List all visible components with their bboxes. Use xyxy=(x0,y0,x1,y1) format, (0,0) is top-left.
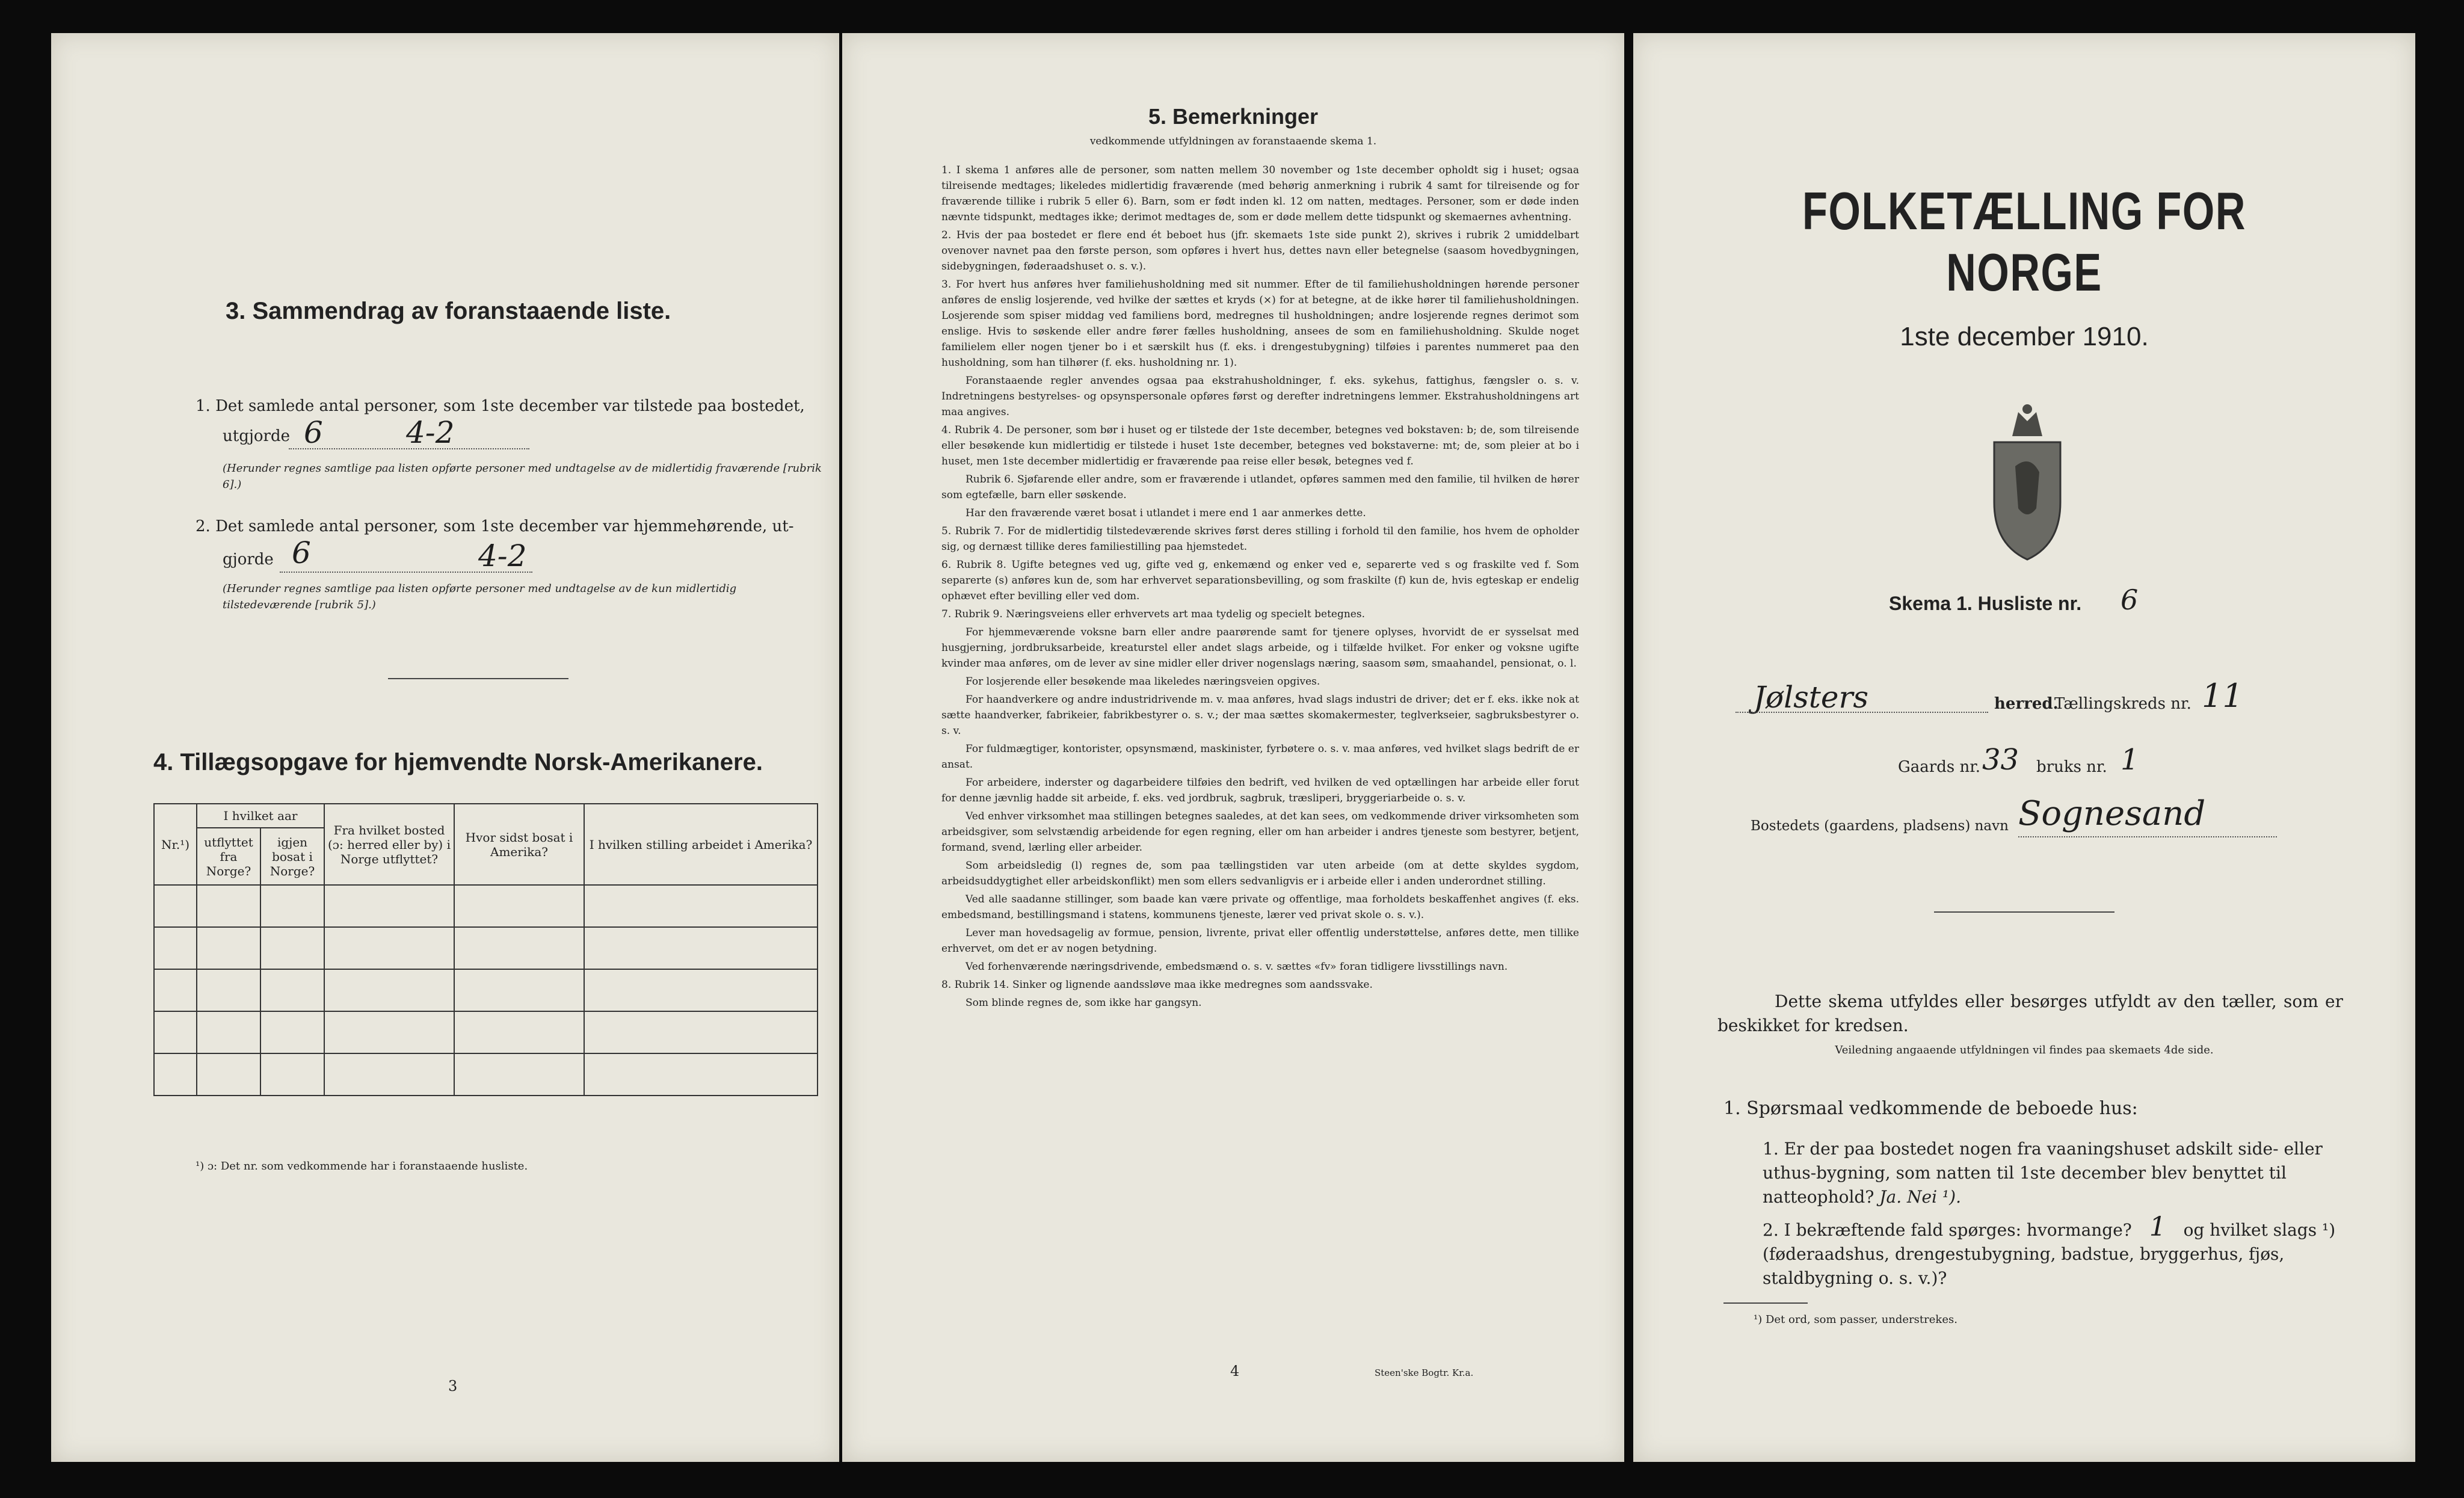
summary-item-1-note: (Herunder regnes samtlige paa listen opførte personer med undtagelse av de midlertidig fraværende [rubrik 6].) xyxy=(223,462,822,491)
table-footnote: ¹) ɔ: Det nr. som vedkommende har i foranstaaende husliste. xyxy=(196,1160,528,1173)
bosted-handwritten: Sognesand xyxy=(2018,794,2206,833)
summary-item-1-underline xyxy=(289,448,529,449)
bosted-underline xyxy=(2018,836,2277,837)
remark-paragraph: Har den fraværende været bosat i utlandet i mere end 1 aar anmerkes dette. xyxy=(966,507,1366,519)
table-row xyxy=(154,885,818,927)
remark-paragraph: 4. Rubrik 4. De personer, som bør i huset og er tilstede der 1ste december, betegnes ved bokstaven: b; de, som tilreisende eller besøkende kun midlertidig er tilstede i huset 1ste december, betegnes ved bokstaverne: mt; de, som pleier at bo i huset, men 1ste december midlertidig er fraværende paa reise eller besøk, betegnes ved f. xyxy=(941,424,1579,467)
herred-underline xyxy=(1736,712,1988,713)
question-2-handwritten: 1 xyxy=(2149,1212,2166,1242)
question-2-rest: og hvilket slags ¹) (føderaadshus, drengestubygning, badstue, bryggerhus, fjøs, staldbygning o. s. v.)? xyxy=(1763,1220,2336,1288)
questions-header: 1. Spørsmaal vedkommende de beboede hus: xyxy=(1723,1098,2138,1119)
summary-item-2-prefix: gjorde xyxy=(223,550,274,569)
table-row xyxy=(154,1053,818,1096)
question-1-answer: Ja. Nei ¹). xyxy=(1879,1187,1961,1207)
remark-paragraph: For fuldmægtiger, kontorister, opsynsmænd, maskinister, fyrbøtere o. s. v. maa anføres, ved hvilket slags bedrift de er ansat. xyxy=(941,743,1579,771)
footnote-rule xyxy=(1723,1302,1808,1304)
page-right xyxy=(1633,33,2415,1462)
gaards-label: Gaards nr. xyxy=(1898,758,1981,776)
summary-item-2-note: (Herunder regnes samtlige paa listen opførte personer med undtagelse av de kun midlertidig tilstedeværende [rubrik 5].) xyxy=(223,582,737,611)
question-2 xyxy=(1763,1212,2340,1290)
remark-paragraph: 6. Rubrik 8. Ugifte betegnes ved ug, gifte ved g, enkemænd og enker ved e, separerte ved s og fraskilte ved f. Som separerte (s) anføres kun de, som har erhvervet separationsbevilling, og som fraskilte (f) kun de, hvis egteskap er endelig ophævet efter bevilling eller ved dom. xyxy=(941,559,1579,602)
col-hvilket-aar: I hvilket aar xyxy=(197,804,324,828)
summary-item-2-handwritten-a: 6 xyxy=(292,535,311,570)
intro-text: Dette skema utfyldes eller besørges utfyldt av den tæller, som er beskikket for kredsen. xyxy=(1717,991,2343,1035)
remark-paragraph: Ved alle saadanne stillinger, som baade kan være private og offentlige, maa forholdets beskaffenhet angives (f. eks. embedsmand, bestillingsmand i statens, kommunens tjeneste, lærer ved privat skole o. s. v.). xyxy=(941,893,1579,921)
remark-paragraph: 1. I skema 1 anføres alle de personer, som natten mellem 30 november og 1ste december opholdt sig i huset; ogsaa tilreisende medtages; likeledes midlertidig fraværende (med behørig anmerkning i rubrik 4 samt for tilreisende og for fraværende tillike i rubrik 5 eller 6). Barn, som er født inden kl. 12 om natten, medtages. Personer, som er døde inden nævnte tidspunkt, medtages ikke; derimot medtages de, som er døde mellem dette tidspunkt og skemaernes avhentning. xyxy=(941,164,1579,223)
table-row xyxy=(154,969,818,1011)
bosted-label: Bostedets (gaardens, pladsens) navn xyxy=(1751,818,2009,834)
remarks-body xyxy=(941,162,1579,1013)
summary-item-1-handwritten-b: 4-2 xyxy=(406,415,455,450)
remark-paragraph: For hjemmeværende voksne barn eller andre paarørende samt for tjenere oplyses, hvorvidt de er sysselsat med husgjerning, jordbruksarbeide, kreaturstel eller andet slags arbeide, og i tilfælde hvilket. For enker og voksne ugifte kvinder maa anføres, om de lever av sine midler eller driver nogenslags næring, saasom søm, smaahandel, pensionat, o. l. xyxy=(941,626,1579,670)
section-4-title: 4. Tillægsopgave for hjemvendte Norsk-Amerikanere. xyxy=(153,749,763,775)
table-row xyxy=(154,1011,818,1053)
norsk-amerikanere-table xyxy=(153,803,818,1096)
bruks-handwritten: 1 xyxy=(2121,743,2139,777)
remark-paragraph: 7. Rubrik 9. Næringsveiens eller erhvervets art maa tydelig og specielt betegnes. xyxy=(941,608,1365,620)
remark-paragraph: Foranstaaende regler anvendes ogsaa paa ekstrahusholdninger, f. eks. sykehus, fattighus, fængsler o. s. v. Indretningens bestyrelses- og opsynspersonale opføres først og derefter indretningens lemmer. Ekstrahusholdningens art maa angives. xyxy=(941,375,1579,418)
col-nr: Nr.¹) xyxy=(154,804,197,885)
remark-paragraph: 3. For hvert hus anføres hver familiehusholdning med sit nummer. Efter de til familiehusholdningen hørende personer anføres de enslig losjerende, ved hvilke der sættes et kryds (×) for at betegne, at de ikke hører til familiehusholdningen. Losjerende som spiser middag ved familiens bord, medregnes til husholdningen; andre losjerende regnes derimot som enslige. Hvis to søskende eller andre fører fælles husholdning, ansees de som en familiehusholdning. Skulde noget familielem eller nogen tjener bo i et særskilt hus (f. eks. i drengestubygning) tilføies i parentes nummeret paa den husholdning, som han tilhører (f. eks. husholdning nr. 1). xyxy=(941,279,1579,369)
remark-paragraph: Som arbeidsledig (l) regnes de, som paa tællingstiden var uten arbeide (om at dette skyldes sygdom, arbeidsuddygtighet eller arbeidskonflikt) men som ellers sedvanligvis er i arbeide eller i anden underordnet stilling. xyxy=(941,860,1579,887)
census-title: FOLKETÆLLING FOR NORGE xyxy=(1802,181,2246,302)
remark-paragraph: Som blinde regnes de, som ikke har gangsyn. xyxy=(966,997,1202,1009)
page-left xyxy=(51,33,839,1462)
divider xyxy=(1934,911,2114,913)
col-utflyttet: utflyttet fra Norge? xyxy=(197,828,260,885)
herred-handwritten: Jølsters xyxy=(1754,680,1869,715)
col-sidst-bosat: Hvor sidst bosat i Amerika? xyxy=(454,804,584,885)
census-date: 1ste december 1910. xyxy=(1900,322,2149,351)
herred-label: herred. xyxy=(1994,695,2059,713)
remark-paragraph: Rubrik 6. Sjøfarende eller andre, som er fraværende i utlandet, opføres sammen med den familie, til hvilken de hører som egtefælle, barn eller søskende. xyxy=(941,473,1579,501)
table-row xyxy=(154,927,818,969)
remark-paragraph: 8. Rubrik 14. Sinker og lignende aandssløve maa ikke medregnes som aandssvake. xyxy=(941,979,1373,991)
veiledning-text: Veiledning angaaende utfyldningen vil findes paa skemaets 4de side. xyxy=(1835,1044,2214,1056)
summary-item-2-handwritten-b: 4-2 xyxy=(478,538,527,573)
question-2-text: 2. I bekræftende fald spørges: hvormange? xyxy=(1763,1220,2132,1240)
page-number-3: 3 xyxy=(448,1378,458,1395)
remarks-subtitle: vedkommende utfyldningen av foranstaaende skema 1. xyxy=(1089,135,1377,147)
question-1 xyxy=(1763,1137,2340,1209)
skema-label: Skema 1. Husliste nr. xyxy=(1889,593,2082,614)
right-footnote: ¹) Det ord, som passer, understrekes. xyxy=(1754,1313,1957,1326)
printer-imprint: Steen'ske Bogtr. Kr.a. xyxy=(1375,1367,1474,1378)
krets-label: Tællingskreds nr. xyxy=(2054,695,2191,713)
remark-paragraph: 5. Rubrik 7. For de midlertidig tilstedeværende skrives først deres stilling i forhold til den familie, hos hvem de opholder sig, og dernæst tillike deres familiestilling paa hjemstedet. xyxy=(941,525,1579,553)
page-middle xyxy=(842,33,1624,1462)
remark-paragraph: Lever man hovedsagelig av formue, pension, livrente, privat eller offentlig understøttelse, anføres dette, men tillike erhvervet, om det er av nogen betydning. xyxy=(941,927,1579,955)
remark-paragraph: Ved enhver virksomhet maa stillingen betegnes saaledes, at det kan sees, om vedkommende driver virksomheten som arbeidsgiver, som selvstændig arbeidende for egen regning, eller om han arbeider i andres tjeneste som bestyrer, betjent, formand, svend, lærling eller arbeider. xyxy=(941,810,1579,854)
summary-item-1: 1. Det samlede antal personer, som 1ste december var tilstede paa bostedet, xyxy=(196,397,805,415)
divider xyxy=(388,678,568,679)
remark-paragraph: Ved forhenværende næringsdrivende, embedsmænd o. s. v. sættes «fv» foran tidligere livsstillings navn. xyxy=(966,961,1508,973)
remark-paragraph: For haandverkere og andre industridrivende m. v. maa anføres, hvad slags industri de driver; det er f. eks. ikke nok at sætte haandverker, fabrikeier, fabrikbestyrer o. s. v.; der maa sættes skomakermester, teglverkseier, sagbruksbestyrer o. s. v. xyxy=(941,694,1579,737)
remark-paragraph: For losjerende eller besøkende maa likeledes næringsveien opgives. xyxy=(966,676,1320,688)
col-fra-bosted: Fra hvilket bosted (ɔ: herred eller by) i Norge utflyttet? xyxy=(324,804,454,885)
norway-coat-of-arms-icon xyxy=(1988,400,2066,563)
col-stilling: I hvilken stilling arbeidet i Amerika? xyxy=(584,804,818,885)
col-igjen-bosat: igjen bosat i Norge? xyxy=(260,828,324,885)
summary-item-2-underline xyxy=(280,572,532,573)
husliste-handwritten: 6 xyxy=(2121,584,2139,616)
remark-paragraph: For arbeidere, inderster og dagarbeidere tilføies den bedrift, ved hvilken de ved optællingen har arbeide eller forut for denne jævnlig hadde sit arbeide, f. eks. ved jordbruk, sagbruk, træsliperi, bryggeriarbeide o. s. v. xyxy=(941,777,1579,804)
remarks-title: 5. Bemerkninger xyxy=(1148,104,1319,129)
summary-item-2: 2. Det samlede antal personer, som 1ste december var hjemmehørende, ut- xyxy=(196,517,794,535)
page-number-4: 4 xyxy=(1230,1363,1240,1379)
summary-item-1-prefix: utgjorde xyxy=(223,427,291,445)
krets-handwritten: 11 xyxy=(2202,677,2243,715)
gaards-handwritten: 33 xyxy=(1982,743,2019,777)
bruks-label: bruks nr. xyxy=(2036,758,2107,776)
question-1-text: 1. Er der paa bostedet nogen fra vaaningshuset adskilt side- eller uthus-bygning, som natten til 1ste december blev benyttet til natteophold? xyxy=(1763,1139,2323,1207)
summary-item-1-handwritten-a: 6 xyxy=(304,415,323,450)
section-3-title: 3. Sammendrag av foranstaaende liste. xyxy=(226,298,671,324)
remark-paragraph: 2. Hvis der paa bostedet er flere end ét beboet hus (jfr. skemaets 1ste side punkt 2), skrives i rubrik 2 umiddelbart ovenover navnet paa den første person, som opføres i hvert hus, dettes navn eller betegnelse (saasom hovedbygningen, sidebygningen, føderaadshuset o. s. v.). xyxy=(941,229,1579,273)
